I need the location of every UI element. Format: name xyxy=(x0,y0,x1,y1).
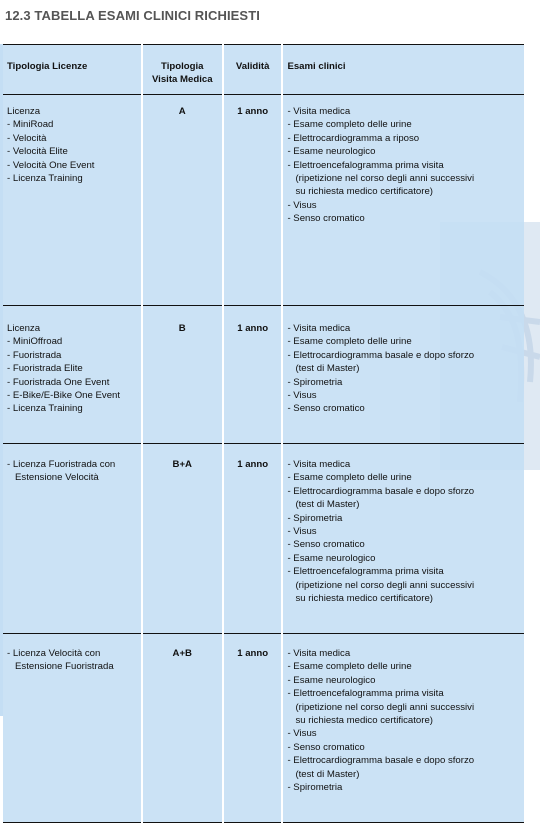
cell-line: - Visita medica xyxy=(287,648,351,659)
exams-table xyxy=(3,44,524,823)
cell-line: - Esame neurologico xyxy=(287,146,376,158)
cell-line: - Spirometria xyxy=(287,512,343,524)
cell-validita: 1 anno xyxy=(223,95,283,306)
cell-line: Licenza xyxy=(7,323,41,334)
cell-esami xyxy=(282,306,524,444)
cell-line: - Elettrocardiogramma a riposo xyxy=(287,132,420,144)
cell-line: Estensione Fuoristrada xyxy=(15,661,114,673)
cell-line: - Senso cromatico xyxy=(287,539,365,551)
cell-line: - Licenza Fuoristrada con xyxy=(7,459,116,470)
table-row xyxy=(3,95,524,306)
table-row xyxy=(3,444,524,634)
cell-licenze xyxy=(3,444,142,634)
cell-line: - Esame completo delle urine xyxy=(287,661,412,673)
header-row xyxy=(3,45,524,95)
cell-line: - MiniRoad xyxy=(7,119,54,131)
cell-line: su richiesta medico certificatore) xyxy=(295,186,433,198)
cell-line: - Esame neurologico xyxy=(287,552,376,564)
cell-licenze xyxy=(3,95,142,306)
cell-line: - Esame neurologico xyxy=(287,674,376,686)
cell-line: (test di Master) xyxy=(295,499,360,511)
cell-line: - Licenza Training xyxy=(7,173,83,185)
cell-line: - Visus xyxy=(287,199,317,211)
cell-validita: 1 anno xyxy=(223,634,283,823)
cell-line: - Licenza Training xyxy=(7,403,83,415)
cell-visita: A+B xyxy=(142,634,223,823)
cell-line: - Elettrocardiogramma basale e dopo sforzo xyxy=(287,485,475,497)
cell-line: - Fuoristrada xyxy=(7,349,62,361)
cell-line: - Elettroencefalogramma prima visita xyxy=(287,159,444,171)
cell-licenze xyxy=(3,634,142,823)
cell-validita: 1 anno xyxy=(223,444,283,634)
cell-line: - Senso cromatico xyxy=(287,213,365,225)
cell-esami xyxy=(282,95,524,306)
cell-line: - Elettrocardiogramma basale e dopo sforzo xyxy=(287,755,475,767)
header-visita: Tipologia Visita Medica xyxy=(142,45,223,95)
cell-visita: A xyxy=(142,95,223,306)
cell-esami xyxy=(282,634,524,823)
cell-line: - Visita medica xyxy=(287,106,351,117)
cell-line: - Velocità One Event xyxy=(7,159,95,171)
table-row xyxy=(3,634,524,823)
cell-line: - E-Bike/E-Bike One Event xyxy=(7,390,121,402)
cell-esami xyxy=(282,444,524,634)
cell-line: su richiesta medico certificatore) xyxy=(295,715,433,727)
cell-line: - Elettroencefalogramma prima visita xyxy=(287,566,444,578)
cell-line: su richiesta medico certificatore) xyxy=(295,593,433,605)
cell-line: - Esame completo delle urine xyxy=(287,472,412,484)
cell-line: - Elettroencefalogramma prima visita xyxy=(287,688,444,700)
cell-line: - Esame completo delle urine xyxy=(287,119,412,131)
cell-line: - Velocità xyxy=(7,132,47,144)
cell-visita: B xyxy=(142,306,223,444)
cell-line: (test di Master) xyxy=(295,768,360,780)
table-row xyxy=(3,306,524,444)
cell-visita: B+A xyxy=(142,444,223,634)
page-title: 12.3 TABELLA ESAMI CLINICI RICHIESTI xyxy=(5,8,260,23)
cell-line: - Elettrocardiogramma basale e dopo sforzo xyxy=(287,349,475,361)
cell-line: - Visus xyxy=(287,390,317,402)
cell-line: - Visita medica xyxy=(287,323,351,334)
cell-line: - Spirometria xyxy=(287,782,343,794)
header-licenze: Tipologia Licenze xyxy=(3,45,142,95)
cell-line: - Licenza Velocità con xyxy=(7,648,101,659)
cell-line: - MiniOffroad xyxy=(7,336,63,348)
cell-line: (ripetizione nel corso degli anni successivi xyxy=(295,701,475,713)
cell-validita: 1 anno xyxy=(223,306,283,444)
cell-line: - Fuoristrada Elite xyxy=(7,363,83,375)
cell-line: (ripetizione nel corso degli anni successivi xyxy=(295,173,475,185)
header-validita: Validità xyxy=(223,45,283,95)
cell-line: - Visita medica xyxy=(287,459,351,470)
cell-line: - Senso cromatico xyxy=(287,741,365,753)
cell-line: - Senso cromatico xyxy=(287,403,365,415)
cell-licenze xyxy=(3,306,142,444)
cell-line: - Visus xyxy=(287,526,317,538)
cell-line: (ripetizione nel corso degli anni successivi xyxy=(295,579,475,591)
cell-line: - Visus xyxy=(287,728,317,740)
cell-line: Licenza xyxy=(7,106,41,117)
cell-line: - Spirometria xyxy=(287,376,343,388)
cell-line: - Esame completo delle urine xyxy=(287,336,412,348)
cell-line: Estensione Velocità xyxy=(15,472,99,484)
cell-line: - Fuoristrada One Event xyxy=(7,376,110,388)
cell-line: - Velocità Elite xyxy=(7,146,68,158)
header-esami: Esami clinici xyxy=(282,45,524,95)
cell-line: (test di Master) xyxy=(295,363,360,375)
